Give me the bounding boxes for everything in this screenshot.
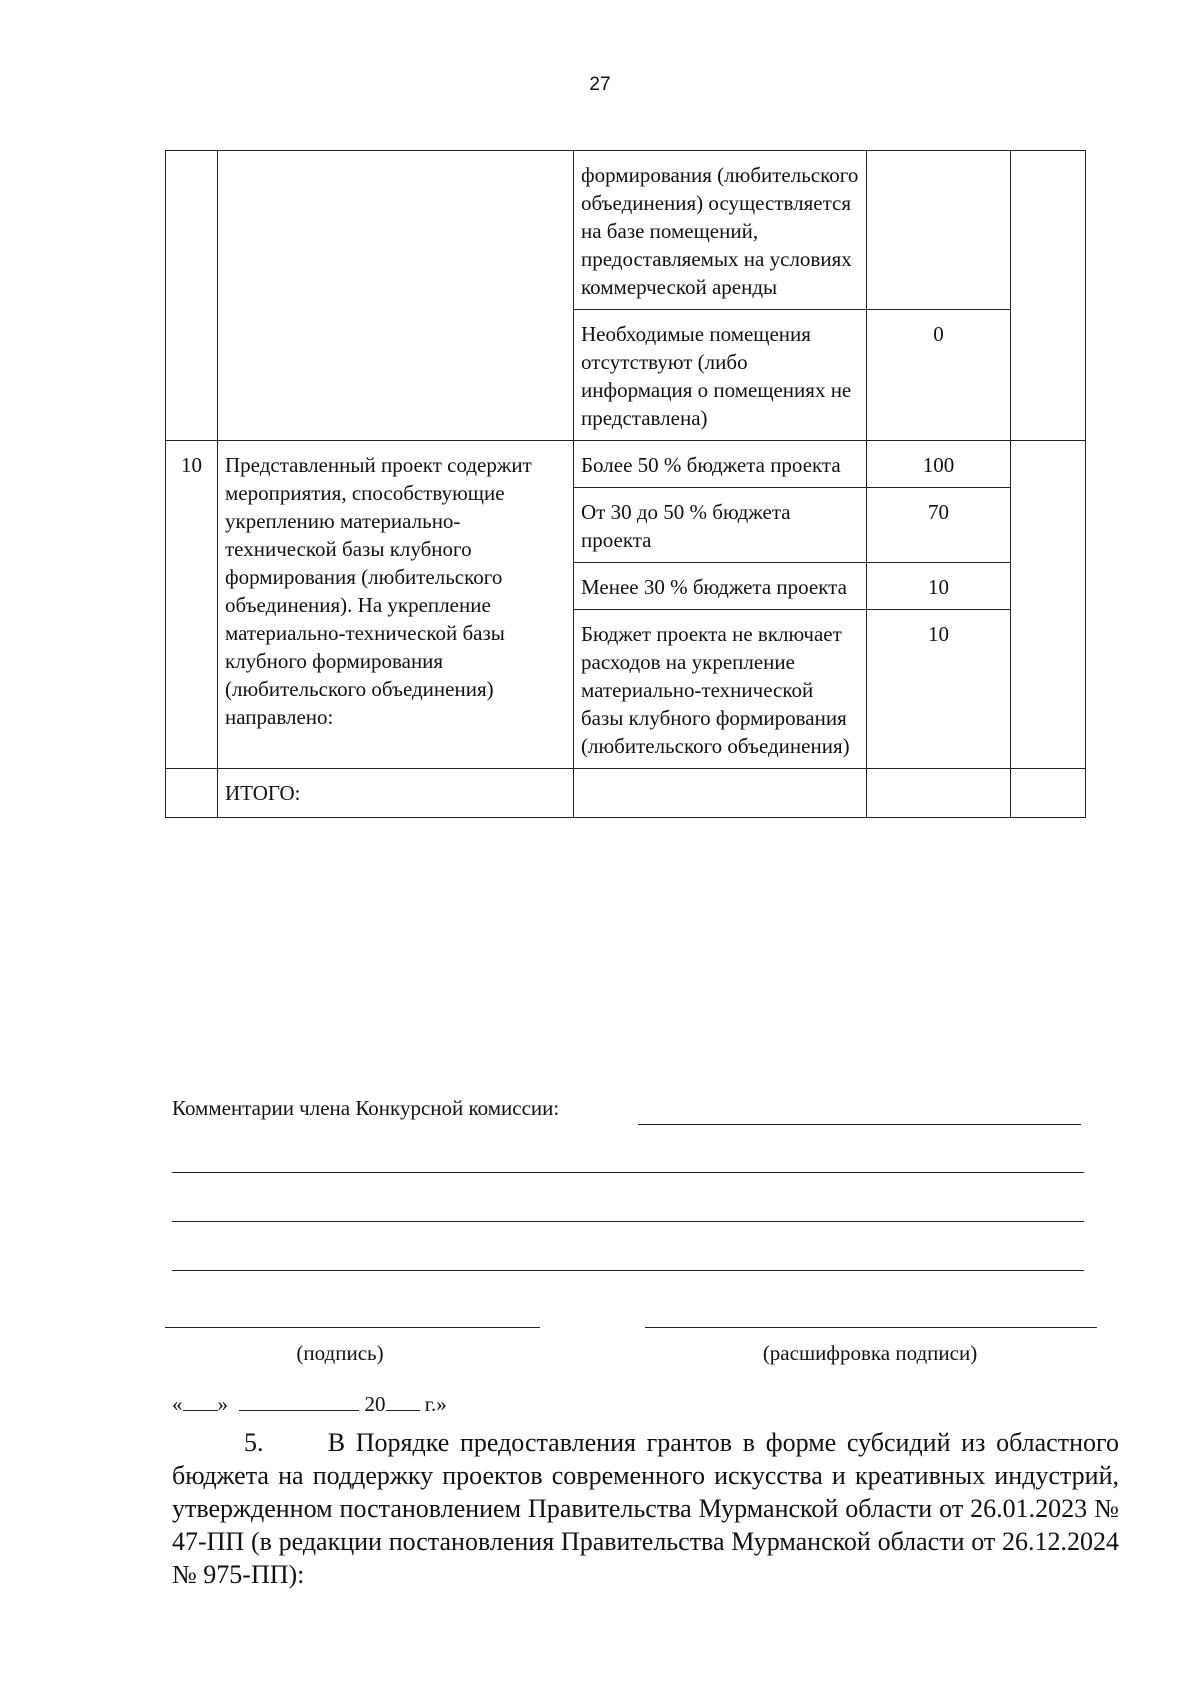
table-row-total	[166, 769, 1086, 818]
cell-option: От 30 до 50 % бюджета проекта	[574, 488, 867, 563]
cell-mark-empty	[1011, 441, 1086, 769]
paragraph-text: В Порядке предоставления грантов в форме субсидий из областного бюджета на поддержку проектов современного искусства и креативных индустрий, утвержденном постановлением Правительства Мурманской области от 26.01.2023 № 47-ПП (в редакции постановления Правительства Мурманской области от 26.12.2024 № 975-ПП):	[172, 1428, 1119, 1589]
date-year-prefix: 20	[364, 1392, 386, 1416]
cell-score: 0	[867, 310, 1011, 441]
cell-mark-empty	[1011, 151, 1086, 441]
comments-line-1	[638, 1124, 1081, 1125]
signature-decode-label: (расшифровка подписи)	[762, 1341, 978, 1365]
signature-line	[165, 1327, 540, 1328]
cell-option: Более 50 % бюджета проекта	[574, 441, 867, 488]
comments-line-2	[172, 1172, 1084, 1173]
date-close-quote: »	[217, 1392, 228, 1416]
cell-criterion: Представленный проект содержит мероприятия, способствующие укреплению материально-технической базы клубного формирования (любительского объединения). На укрепление материально-технической базы клубного формирования (любительского объединения) направлено:	[218, 441, 574, 769]
cell-score: 10	[867, 610, 1011, 769]
cell-criterion-empty	[218, 151, 574, 441]
date-day-blank	[183, 1390, 218, 1411]
cell-number-empty	[166, 151, 218, 441]
date-year-suffix: г.»	[424, 1392, 447, 1416]
paragraph-number: 5.	[244, 1428, 264, 1457]
cell-option: Необходимые помещения отсутствуют (либо информация о помещениях не представлена)	[574, 310, 867, 441]
cell-score: 70	[867, 488, 1011, 563]
paragraph-5	[172, 1426, 1119, 1591]
date-open-quote: «	[172, 1392, 183, 1416]
comments-line-3	[172, 1221, 1084, 1222]
cell-option: Менее 30 % бюджета проекта	[574, 563, 867, 610]
page-number: 27	[589, 74, 611, 95]
date-year-blank	[386, 1390, 420, 1411]
signature-decode-line	[645, 1327, 1097, 1328]
comments-label: Комментарии члена Конкурсной комиссии:	[172, 1096, 560, 1120]
date-line	[172, 1390, 447, 1417]
cell-option: Бюджет проекта не включает расходов на укрепление материально-технической базы клубного формирования (любительского объединения)	[574, 610, 867, 769]
cell-option: формирования (любительского объединения) осуществляется на базе помещений, предоставляемых на условиях коммерческой аренды	[574, 151, 867, 310]
cell-total-score-empty	[867, 769, 1011, 818]
table-row-10	[166, 441, 1086, 488]
cell-score: 100	[867, 441, 1011, 488]
cell-total-empty	[574, 769, 867, 818]
date-month-blank	[239, 1390, 359, 1411]
cell-total-label: ИТОГО:	[218, 769, 574, 818]
evaluation-table	[165, 150, 1086, 818]
comments-line-4	[172, 1270, 1084, 1271]
cell-number: 10	[166, 441, 218, 769]
cell-score: 10	[867, 563, 1011, 610]
cell-total-number-empty	[166, 769, 218, 818]
cell-total-mark-empty	[1011, 769, 1086, 818]
cell-score	[867, 151, 1011, 310]
table-row-continuation	[166, 151, 1086, 310]
signature-label: (подпись)	[296, 1341, 384, 1365]
